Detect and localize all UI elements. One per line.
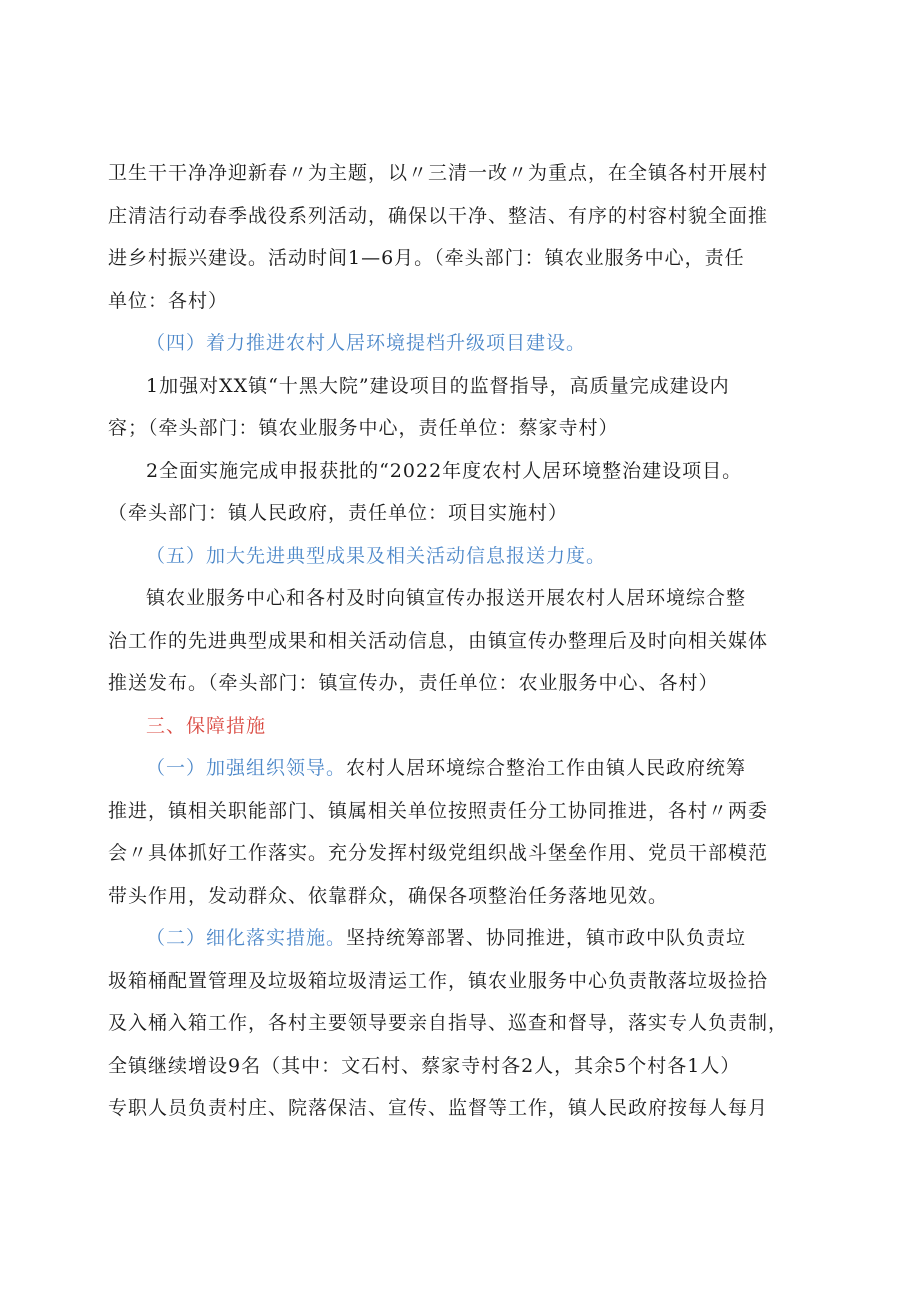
text-line: 1加强对XX镇“十黑大院”建设项目的监督指导，高质量完成建设内	[146, 374, 730, 397]
subheading-measures: （二）细化落实措施。	[146, 927, 347, 949]
document-page	[108, 152, 820, 1130]
text-line: （牵头部门：镇人民政府，责任单位：项目实施村）	[108, 502, 569, 524]
paragraph-measures	[108, 917, 820, 1130]
text-line: 带头作用，发动群众、依靠群众，确保各项整治任务落地见效。	[108, 884, 669, 907]
heading-item-4: （四）着力推进农村人居环境提档升级项目建设。	[146, 332, 587, 354]
text-run: 农村人居环境综合整治工作由镇人民政府统筹	[346, 757, 747, 779]
text-line: 推送发布。（牵头部门：镇宣传办，责任单位：农业服务中心、各村）	[108, 672, 719, 694]
text-line	[108, 917, 820, 960]
text-line: 镇农业服务中心和各村及时向镇宣传办报送开展农村人居环境综合整	[146, 587, 747, 609]
text-line: 庄清洁行动春季战役系列活动，确保以干净、整洁、有序的村容村貌全面推	[108, 204, 769, 227]
text-line: 专职人员负责村庄、院落保洁、宣传、监督等工作，镇人民政府按每人每月	[108, 1097, 769, 1119]
text-line: 及入桶入箱工作，各村主要领导要亲自指导、巡查和督导，落实专人负责制，	[108, 1012, 789, 1034]
text-line: 会〃具体抓好工作落实。充分发挥村级党组织战斗堡垒作用、党员干部模范	[108, 842, 769, 864]
section-heading-safeguards: 三、保障措施	[146, 714, 267, 737]
paragraph-item-2	[108, 450, 820, 535]
text-line: 全镇继续增设9名（其中：文石村、蔡家寺村各2人，其余5个村各1人）	[108, 1054, 741, 1077]
subheading-organization: （一）加强组织领导。	[146, 757, 347, 779]
text-line: 圾箱桶配置管理及垃圾箱垃圾清运工作，镇农业服务中心负责散落垃圾捡拾	[108, 969, 769, 992]
text-line: 进乡村振兴建设。活动时间1—6月。（牵头部门：镇农业服务中心，责任	[108, 247, 745, 269]
paragraph-item-1	[108, 365, 820, 450]
heading-item-5: （五）加大先进典型成果及相关活动信息报送力度。	[146, 544, 607, 567]
text-line: 推进，镇相关职能部门、镇属相关单位按照责任分工协同推进，各村〃两委	[108, 799, 769, 822]
text-line	[108, 747, 820, 790]
paragraph-cleaning-campaign	[108, 152, 820, 322]
text-line: 治工作的先进典型成果和相关活动信息，由镇宣传办整理后及时向相关媒体	[108, 629, 769, 652]
text-line: 容；（牵头部门：镇农业服务中心，责任单位：蔡家寺村）	[108, 417, 619, 439]
text-line: 卫生干干净净迎新春〃为主题，以〃三清一改〃为重点，在全镇各村开展村	[108, 162, 769, 184]
text-line: 2全面实施完成申报获批的“2022年度农村人居环境整治建设项目。	[146, 459, 743, 482]
paragraph-publicity	[108, 577, 820, 705]
text-line: 单位：各村）	[108, 289, 229, 312]
paragraph-organization	[108, 747, 820, 917]
text-run: 坚持统筹部署、协同推进，镇市政中队负责垃	[346, 927, 747, 949]
